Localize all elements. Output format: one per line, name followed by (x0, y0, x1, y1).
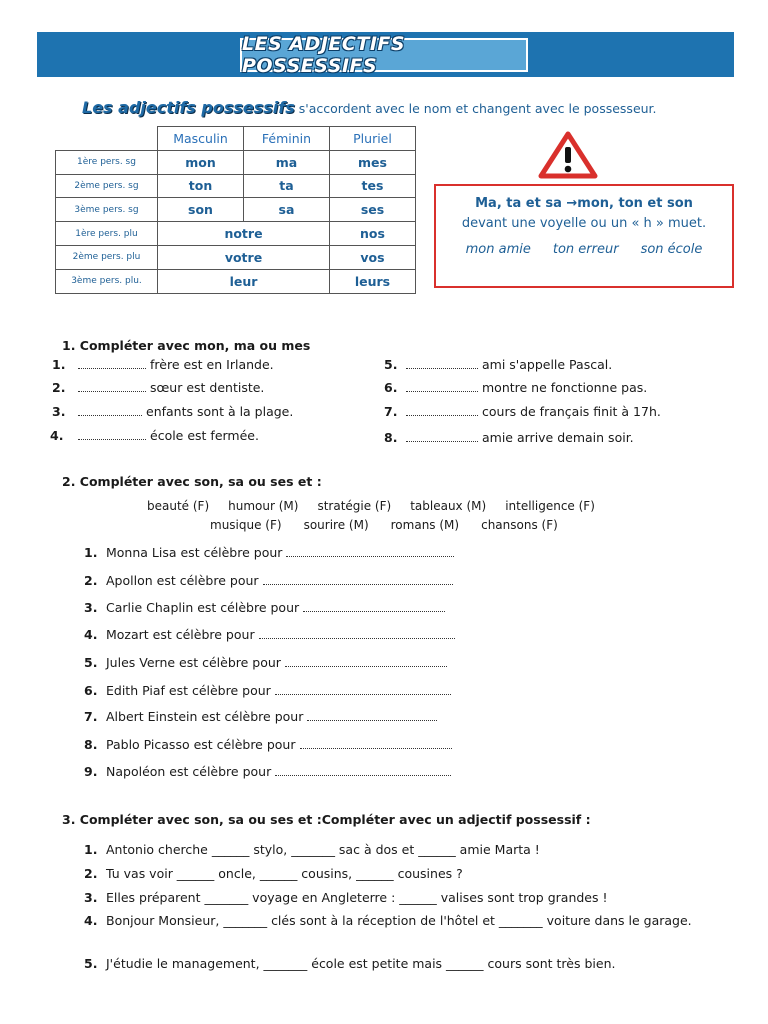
word-bank-item: romans (M) (390, 518, 460, 532)
answer-blank[interactable] (275, 685, 451, 695)
intro-lead: Les adjectifs possessifs (82, 98, 295, 117)
answer-blank[interactable] (406, 359, 478, 369)
item-number: 8. (384, 430, 398, 445)
item-text: enfants sont à la plage. (146, 404, 294, 419)
answer-blank[interactable] (263, 575, 453, 585)
table-row (56, 150, 416, 174)
item-number: 5. (384, 357, 398, 372)
answer-blank[interactable] (406, 406, 478, 416)
cell-pluriel: vos (330, 245, 416, 269)
word-bank (147, 499, 595, 513)
item-number: 5. (84, 655, 98, 670)
exercise-2-item (84, 545, 458, 560)
word-bank-item: intelligence (F) (505, 499, 595, 513)
cell-masculin: son (158, 198, 244, 222)
item-text: cours de français finit à 17h. (482, 404, 661, 419)
exercise-3-item (84, 866, 734, 882)
exercise-1-item (50, 428, 259, 443)
note-example: ton erreur (552, 242, 619, 257)
item-number: 4. (84, 913, 98, 928)
item-text: montre ne fonctionne pas. (482, 380, 648, 395)
exercise-1-item (52, 380, 264, 395)
answer-blank[interactable] (285, 657, 447, 667)
cell-singular-object: votre (158, 245, 330, 269)
answer-blank[interactable] (78, 430, 146, 440)
item-text: Jules Verne est célèbre pour (106, 655, 281, 670)
exercise-2-item (84, 573, 457, 588)
item-text: Bonjour Monsieur, _______ clés sont à la réception de l'hôtel et _______ voiture dans le garage. (106, 913, 692, 928)
word-bank-item: sourire (M) (303, 518, 369, 532)
item-text: école est fermée. (150, 428, 259, 443)
item-text: Edith Piaf est célèbre pour (106, 683, 271, 698)
cell-feminin: sa (244, 198, 330, 222)
item-text: frère est en Irlande. (150, 357, 274, 372)
cell-masculin: mon (158, 150, 244, 174)
item-number: 1. (84, 545, 98, 560)
item-text: Napoléon est célèbre pour (106, 764, 272, 779)
exercise-1-item (384, 357, 612, 372)
cell-singular-object: leur (158, 269, 330, 293)
page-title: LES ADJECTIFS POSSESSIFS (240, 38, 528, 72)
item-text: J'étudie le management, _______ école est petite mais ______ cours sont très bien. (106, 956, 616, 971)
table-row (56, 174, 416, 198)
answer-blank[interactable] (78, 382, 146, 392)
answer-blank[interactable] (259, 629, 455, 639)
exercise-1-item (384, 404, 661, 419)
item-text: Elles préparent _______ voyage en Angleterre : ______ valises sont trop grandes ! (106, 890, 608, 905)
item-text: Albert Einstein est célèbre pour (106, 709, 304, 724)
item-text: Monna Lisa est célèbre pour (106, 545, 283, 560)
word-bank-item: musique (F) (210, 518, 282, 532)
item-number: 4. (50, 428, 64, 443)
cell-feminin: ma (244, 150, 330, 174)
table-row (56, 269, 416, 293)
table-row (56, 222, 416, 246)
exercise-3-item (84, 956, 734, 972)
exercise-2-item (84, 600, 449, 615)
item-number: 1. (84, 842, 98, 857)
intro-text (82, 98, 657, 117)
item-text: Carlie Chaplin est célèbre pour (106, 600, 300, 615)
rule-note (434, 184, 734, 288)
table-corner (56, 127, 158, 151)
item-number: 1. (52, 357, 66, 372)
item-text: Mozart est célèbre pour (106, 627, 255, 642)
answer-blank[interactable] (286, 547, 454, 557)
intro-rest: s'accordent avec le nom et changent avec le possesseur. (294, 101, 657, 116)
item-text: sœur est dentiste. (150, 380, 265, 395)
exercise-2-item (84, 655, 451, 670)
note-condition: devant une voyelle ou un « h » muet. (461, 216, 707, 231)
cell-pluriel: leurs (330, 269, 416, 293)
item-text: Tu vas voir ______ oncle, ______ cousins, ______ cousines ? (106, 866, 463, 881)
item-number: 7. (84, 709, 98, 724)
item-number: 6. (84, 683, 98, 698)
answer-blank[interactable] (300, 739, 452, 749)
item-text: amie arrive demain soir. (482, 430, 634, 445)
word-bank-item: chansons (F) (481, 518, 558, 532)
item-number: 2. (84, 866, 98, 881)
cell-feminin: ta (244, 174, 330, 198)
exercise-3-item (84, 913, 734, 929)
exercise-3-title: 3. Compléter avec son, sa ou ses et :Compléter avec un adjectif possessif : (62, 812, 591, 827)
exercise-3-item (84, 842, 734, 858)
header-pluriel: Pluriel (330, 127, 416, 151)
exercise-1-item (52, 404, 293, 419)
exercise-1-item (384, 430, 634, 445)
header-feminin: Féminin (244, 127, 330, 151)
possessive-table (55, 126, 416, 294)
warning-icon (538, 131, 598, 179)
header-masculin: Masculin (158, 127, 244, 151)
word-bank-item: tableaux (M) (410, 499, 487, 513)
item-text: ami s'appelle Pascal. (482, 357, 613, 372)
answer-blank[interactable] (275, 766, 451, 776)
item-number: 2. (84, 573, 98, 588)
note-example: son école (640, 242, 703, 257)
person-label: 2ème pers. plu (56, 245, 158, 269)
item-number: 5. (84, 956, 98, 971)
item-number: 9. (84, 764, 98, 779)
exercise-1-item (52, 357, 274, 372)
person-label: 3ème pers. plu. (56, 269, 158, 293)
answer-blank[interactable] (303, 602, 445, 612)
word-bank-item: stratégie (F) (317, 499, 392, 513)
item-number: 8. (84, 737, 98, 752)
exercise-2-item (84, 764, 455, 779)
item-text: Pablo Picasso est célèbre pour (106, 737, 296, 752)
exercise-2-item (84, 737, 456, 752)
answer-blank[interactable] (307, 711, 437, 721)
exercise-2-item (84, 709, 441, 724)
word-bank-item: beauté (F) (147, 499, 210, 513)
cell-masculin: ton (158, 174, 244, 198)
cell-pluriel: nos (330, 222, 416, 246)
answer-blank[interactable] (78, 359, 146, 369)
exercise-1-title: 1. Compléter avec mon, ma ou mes (62, 338, 311, 353)
table-row (56, 198, 416, 222)
item-number: 6. (384, 380, 398, 395)
cell-pluriel: tes (330, 174, 416, 198)
table-row (56, 245, 416, 269)
item-number: 7. (384, 404, 398, 419)
note-example: mon amie (465, 242, 531, 257)
cell-pluriel: mes (330, 150, 416, 174)
answer-blank[interactable] (406, 382, 478, 392)
exercise-3-item (84, 890, 734, 906)
person-label: 3ème pers. sg (56, 198, 158, 222)
item-number: 3. (84, 600, 98, 615)
answer-blank[interactable] (406, 432, 478, 442)
word-bank (210, 518, 558, 532)
exercise-1-item (384, 380, 647, 395)
exercise-2-item (84, 627, 459, 642)
answer-blank[interactable] (78, 406, 142, 416)
cell-singular-object: notre (158, 222, 330, 246)
item-text: Apollon est célèbre pour (106, 573, 259, 588)
exercise-2-title: 2. Compléter avec son, sa ou ses et : (62, 474, 322, 489)
note-rule: Ma, ta et sa →mon, ton et son (475, 196, 693, 211)
item-number: 3. (84, 890, 98, 905)
item-number: 4. (84, 627, 98, 642)
word-bank-item: humour (M) (228, 499, 299, 513)
person-label: 1ère pers. sg (56, 150, 158, 174)
item-number: 2. (52, 380, 66, 395)
cell-pluriel: ses (330, 198, 416, 222)
item-number: 3. (52, 404, 66, 419)
person-label: 1ère pers. plu (56, 222, 158, 246)
exercise-2-item (84, 683, 455, 698)
person-label: 2ème pers. sg (56, 174, 158, 198)
item-text: Antonio cherche ______ stylo, _______ sac à dos et ______ amie Marta ! (106, 842, 540, 857)
